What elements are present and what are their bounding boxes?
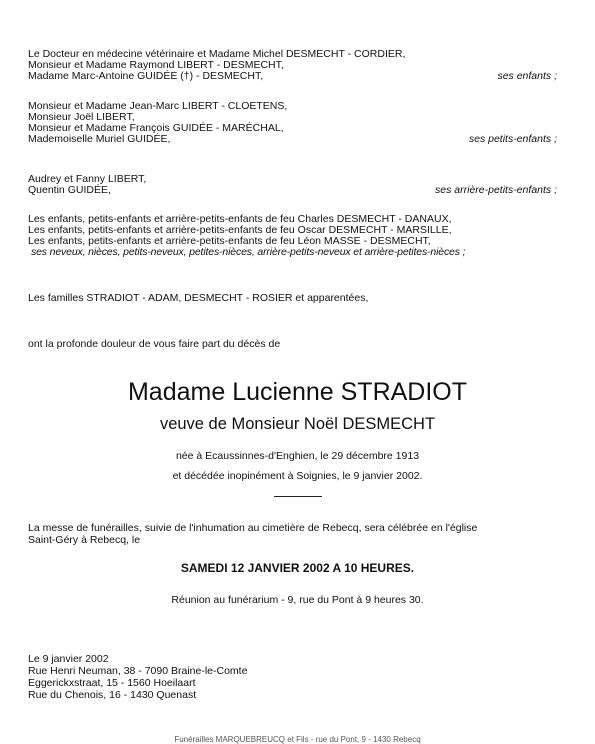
separator-rule <box>274 496 322 497</box>
family3-line <box>28 185 557 196</box>
family3-line-text: Quentin GUIDÉE, <box>28 184 111 196</box>
died-line: et décédée inopinément à Soignies, le 9 janvier 2002. <box>172 470 423 482</box>
family4-line: Les enfants, petits-enfants et arrière-petits-enfants de feu Léon MASSE - DESMECHT, <box>28 235 431 247</box>
family1-role: ses enfants ; <box>497 70 557 82</box>
footer-address: Rue Henri Neuman, 38 - 7090 Braine-le-Comte <box>28 665 248 677</box>
funeral-home-line: Funérailles MARQUEBREUCQ et Fils - rue du Pont, 9 - 1430 Rebecq <box>174 735 421 744</box>
widow-line: veuve de Monsieur Noël DESMECHT <box>159 415 436 433</box>
family2-line <box>28 134 557 145</box>
family4-line: Les enfants, petits-enfants et arrière-petits-enfants de feu Oscar DESMECHT - MARSILLE, <box>28 224 452 236</box>
announce-line: ont la profonde douleur de vous faire part du décès de <box>28 338 281 350</box>
footer-address: Rue du Chenois, 16 - 1430 Quenast <box>28 689 197 701</box>
family3-line: Audrey et Fanny LIBERT, <box>28 173 147 185</box>
mass-text-line: La messe de funérailles, suivie de l'inhumation au cimetière de Rebecq, sera célébrée en l'église <box>28 522 478 534</box>
footer-date: Le 9 janvier 2002 <box>28 653 109 665</box>
footer-address: Eggerickxstraat, 15 - 1560 Hoeilaart <box>28 677 196 689</box>
born-line: née à Ecaussinnes-d'Enghien, le 29 décembre 1913 <box>175 450 420 462</box>
family1-line: Monsieur et Madame Raymond LIBERT - DESMECHT, <box>28 59 284 71</box>
family4-line: Les enfants, petits-enfants et arrière-petits-enfants de feu Charles DESMECHT - DANAUX, <box>28 213 452 225</box>
family2-line: Monsieur et Madame Jean-Marc LIBERT - CLOETENS, <box>28 100 288 112</box>
family2-line-text: Mademoiselle Muriel GUIDÉE, <box>28 133 171 145</box>
family2-line: Monsieur et Madame François GUIDÉE - MARÉCHAL, <box>28 122 284 134</box>
family1-line-text: Madame Marc-Antoine GUIDÉE (†) - DESMECHT, <box>28 70 264 82</box>
deceased-name: Madame Lucienne STRADIOT <box>127 378 468 406</box>
family2-role: ses petits-enfants ; <box>468 133 557 145</box>
family1-line: Le Docteur en médecine vétérinaire et Madame Michel DESMECHT - CORDIER, <box>28 48 406 60</box>
mass-date: SAMEDI 12 JANVIER 2002 A 10 HEURES. <box>180 561 415 575</box>
family1-line <box>28 71 557 82</box>
family3-role: ses arrière-petits-enfants ; <box>435 184 557 196</box>
family2-line: Monsieur Joël LIBERT, <box>28 111 135 123</box>
mass-text-line: Saint-Géry à Rebecq, le <box>28 534 141 546</box>
families-line: Les familles STRADIOT - ADAM, DESMECHT - ROSIER et apparentées, <box>28 292 369 304</box>
family4-role: ses neveux, nièces, petits-neveux, petites-nièces, arrière-petits-neveux et arrière-petites-nièces ; <box>31 246 466 258</box>
reunion-line: Réunion au funérarium - 9, rue du Pont à 9 heures 30. <box>171 594 424 606</box>
